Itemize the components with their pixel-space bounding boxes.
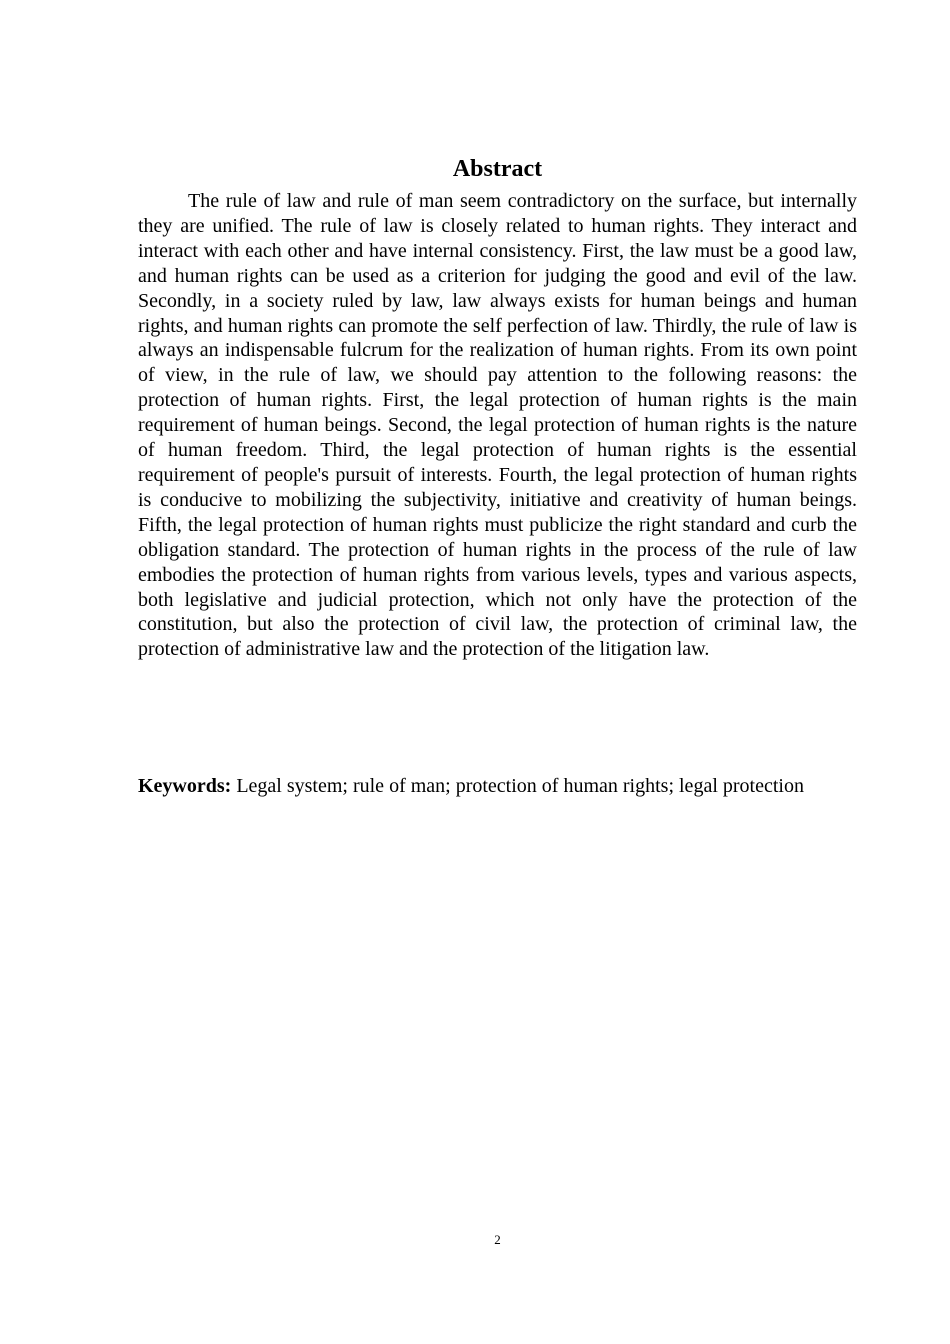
keywords-label: Keywords: xyxy=(138,775,232,797)
keywords-paragraph xyxy=(138,774,857,799)
abstract-body: The rule of law and rule of man seem contradictory on the surface, but internally they are unified. The rule of law is closely related to human rights. They interact and interact with each other and have internal consistency. First, the law must be a good law, and human rights can be used as a criterion for judging the good and evil of the law. Secondly, in a society ruled by law, law always exists for human beings and human rights, and human rights can promote the self perfection of law. Thirdly, the rule of law is always an indispensable fulcrum for the realization of human rights. From its own point of view, in the rule of law, we should pay attention to the following reasons: the protection of human rights. First, the legal protection of human rights is the main requirement of human beings. Second, the legal protection of human rights is the nature of human freedom. Third, the legal protection of human rights is the essential requirement of people's pursuit of interests. Fourth, the legal protection of human rights is conducive to mobilizing the subjectivity, initiative and creativity of human beings. Fifth, the legal protection of human rights must publicize the right standard and curb the obligation standard. The protection of human rights in the process of the rule of law embodies the protection of human rights from various levels, types and various aspects, both legislative and judicial protection, which not only have the protection of the constitution, but also the protection of civil law, the protection of criminal law, the protection of administrative law and the protection of the litigation law. xyxy=(138,190,857,661)
abstract-title: Abstract xyxy=(452,156,543,182)
keywords-text: Legal system; rule of man; protection of human rights; legal protection xyxy=(231,775,804,797)
page-number: 2 xyxy=(494,1232,501,1247)
